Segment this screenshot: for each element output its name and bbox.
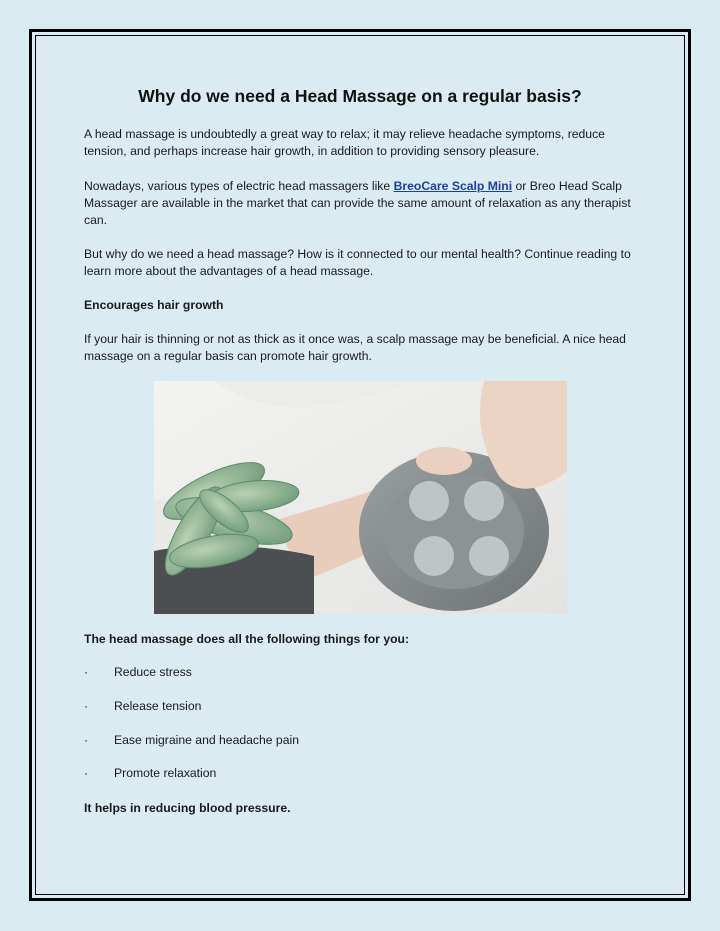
massagers-paragraph [84, 178, 644, 229]
heading-hair-growth: Encourages hair growth [84, 298, 224, 312]
intro-paragraph: A head massage is undoubtedly a great way to relax; it may relieve headache symptoms, reduce tension, and perhaps increase hair growth, in addition to providing sensory pleasure. [84, 127, 605, 158]
massager-photo [154, 381, 567, 614]
question-paragraph: But why do we need a head massage? How is it connected to our mental health? Continue reading to learn more about the advantages of a head massage. [84, 247, 631, 278]
list-item-label: Release tension [114, 699, 202, 713]
bullet-icon: · [84, 733, 89, 747]
massagers-text-start: Nowadays, various types of electric head massagers like [84, 179, 394, 193]
list-item-label: Ease migraine and headache pain [114, 733, 299, 747]
heading-blood-pressure: It helps in reducing blood pressure. [84, 801, 291, 815]
hair-growth-paragraph: If your hair is thinning or not as thick as it once was, a scalp massage may be beneficial. A nice head massage on a regular basis can promote hair growth. [84, 332, 626, 363]
heading-benefits: The head massage does all the following things for you: [84, 632, 410, 646]
bullet-icon: · [84, 699, 89, 713]
list-item-label: Promote relaxation [114, 766, 217, 780]
page-title: Why do we need a Head Massage on a regular basis? [138, 86, 582, 106]
breocare-scalp-mini-link[interactable]: BreoCare Scalp Mini [393, 179, 513, 193]
bullet-icon: · [84, 665, 89, 679]
bullet-icon: · [84, 766, 89, 780]
list-item-label: Reduce stress [114, 665, 192, 679]
massagers-text-end: or Breo Head Scalp Massager are available in the market that can provide the same amount of relaxation as any therapist can. [84, 179, 631, 227]
